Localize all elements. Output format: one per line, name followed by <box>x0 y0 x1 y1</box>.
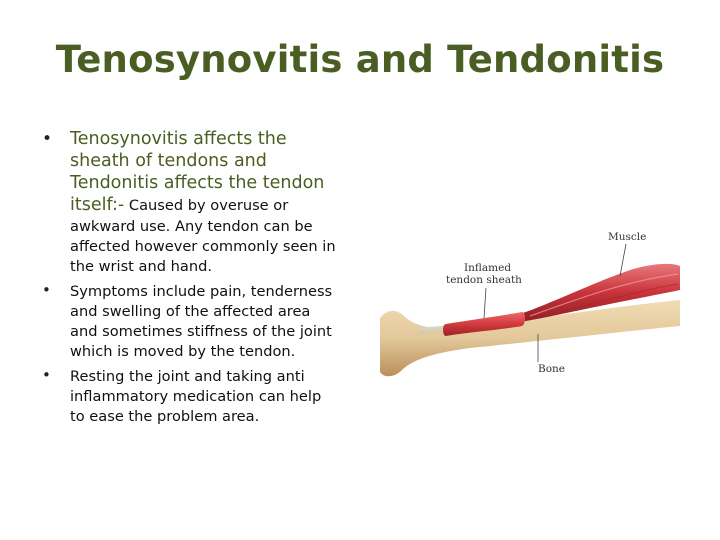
bullet-body-text: Resting the joint and taking anti inflammatory medication can help to ease the problem area. <box>70 368 322 425</box>
bone-label: Bone <box>538 363 566 375</box>
muscle-leader-line <box>620 244 626 276</box>
sheath-label-line1: Inflamed <box>464 262 512 274</box>
bullet-separator: :- <box>112 195 125 215</box>
bullet-item-treatment <box>40 366 340 426</box>
bullet-body-text: Symptoms include pain, tenderness and swelling of the affected area and sometimes stiffness of the joint which is moved by the tendon. <box>70 283 333 360</box>
sheath-leader-line <box>484 288 486 318</box>
sheath-label-line2: tendon sheath <box>446 274 522 286</box>
bullet-lead-text: Tenosynovitis affects the sheath of tendons and Tendonitis affects the tendon itself <box>70 129 325 215</box>
bullet-dot-icon: • <box>42 129 53 149</box>
tendon-illustration <box>380 222 680 384</box>
muscle-label: Muscle <box>608 231 647 243</box>
bullet-item-symptoms <box>40 281 340 361</box>
slide-title: Tenosynovitis and Tendonitis <box>55 38 665 81</box>
bullet-dot-icon: • <box>42 281 51 299</box>
bullet-item-definition <box>40 128 340 276</box>
bullet-dot-icon: • <box>42 366 51 384</box>
bullet-body-text: Caused by overuse or awkward use. Any tendon can be affected however commonly seen in the wrist and hand. <box>70 197 336 275</box>
bullet-list <box>40 128 340 431</box>
